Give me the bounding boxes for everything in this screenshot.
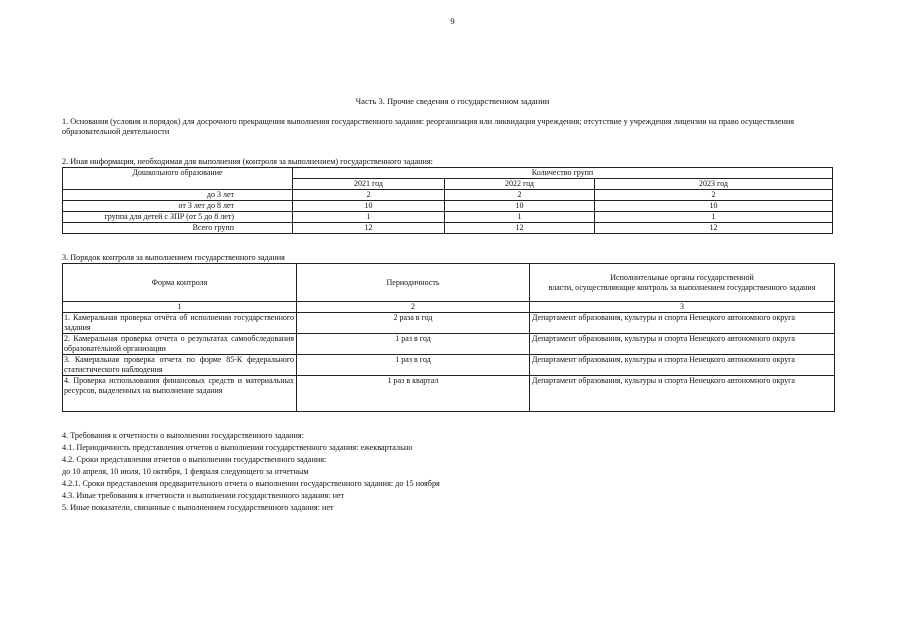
control-table-numbers-row [63,302,835,313]
table-row [63,355,835,376]
period-header: Периодичность [297,264,530,302]
groups-count-header: Количество групп [293,168,833,179]
part-title: Часть 3. Прочие сведения о государственном задании [355,96,550,106]
table-row [63,313,835,334]
control-org: Департамент образования, культуры и спорта Ненецкого автономного округа [530,376,835,412]
cell-value: 10 [293,201,445,212]
table-row [63,201,833,212]
section-5-line: 5. Иные показатели, связанные с выполнением государственного задания: нет [62,503,334,512]
org-header [530,264,835,302]
control-table [62,263,835,412]
control-period: 1 раз в год [297,355,530,376]
control-form: 2. Камеральная проверка отчета о результатах самообследования образовательной организации [63,334,297,355]
column-number: 3 [530,302,835,313]
control-period: 1 раз в квартал [297,376,530,412]
form-header: Форма контроля [63,264,297,302]
cell-value: 1 [445,212,595,223]
org-header-line1: Исполнительные органы государственной [610,272,754,282]
control-org: Департамент образования, культуры и спорта Ненецкого автономного округа [530,355,835,376]
row-label: Всего групп [63,223,293,234]
requirement-line: 4.2. Сроки представления отчетов о выполнении государственного задания: [62,455,327,464]
control-period: 2 раза в год [297,313,530,334]
control-form: 1. Камеральная проверка отчёта об исполнении государственного задания [63,313,297,334]
section-4-heading: 4. Требования к отчетности о выполнении государственного задания: [62,431,304,440]
table-row [63,190,833,201]
section-1-text: 1. Основания (условия и порядок) для досрочного прекращения выполнения государственного задания: реорганизация или ликвидация учреждения; отсутствие у учреждения лицензии на право осуществления образовательной деятельности [62,117,795,137]
cell-value: 10 [595,201,833,212]
cell-value: 12 [293,223,445,234]
year-header: 2021 год [293,179,445,190]
cell-value: 12 [445,223,595,234]
groups-table [62,167,833,234]
control-period: 1 раз в год [297,334,530,355]
requirement-line: до 10 апреля, 10 июля, 10 октября, 1 февраля следующего за отчетным [62,467,309,476]
org-header-line2: власти, осуществляющие контроль за выполнением государственного задания [548,282,816,292]
cell-value: 1 [293,212,445,223]
control-form: 3. Камеральная проверка отчета по форме 85-К федерального статистического наблюдения [63,355,297,376]
table-row [63,212,833,223]
cell-value: 2 [293,190,445,201]
row-label: от 3 лет до 8 лет [63,201,293,212]
cell-value: 2 [445,190,595,201]
cell-value: 12 [595,223,833,234]
requirement-line: 4.2.1. Сроки представления предварительного отчета о выполнении государственного задания: до 15 ноября [62,479,440,488]
requirement-line: 4.3. Иные требования к отчетности о выполнении государственного задания: нет [62,491,345,500]
section-2-title: 2. Иная информация, необходимая для выполнения (контроля за выполнением) государственного задания: [62,157,433,166]
column-number: 1 [63,302,297,313]
row-label: до 3 лет [63,190,293,201]
year-header: 2022 год [445,179,595,190]
table-row [63,223,833,234]
table-row [63,376,835,412]
column-number: 2 [297,302,530,313]
cell-value: 1 [595,212,833,223]
groups-table-header-row [63,168,833,179]
groups-col-header: Дошкольного образование [63,168,293,190]
control-form: 4. Проверка использования финансовых средств и материальных ресурсов, выделенных на выполнение задания [63,376,297,412]
year-header: 2023 год [595,179,833,190]
control-table-header-row [63,264,835,302]
row-label: группа для детей с ЗПР (от 5 до 8 лет) [63,212,293,223]
cell-value: 2 [595,190,833,201]
control-org: Департамент образования, культуры и спорта Ненецкого автономного округа [530,313,835,334]
table-row [63,334,835,355]
requirement-line: 4.1. Периодичность представления отчетов о выполнении государственного задания: ежеквартально [62,443,413,452]
page-number: 9 [450,16,455,26]
control-org: Департамент образования, культуры и спорта Ненецкого автономного округа [530,334,835,355]
section-3-title: 3. Порядок контроля за выполнением государственного задания [62,253,285,262]
cell-value: 10 [445,201,595,212]
